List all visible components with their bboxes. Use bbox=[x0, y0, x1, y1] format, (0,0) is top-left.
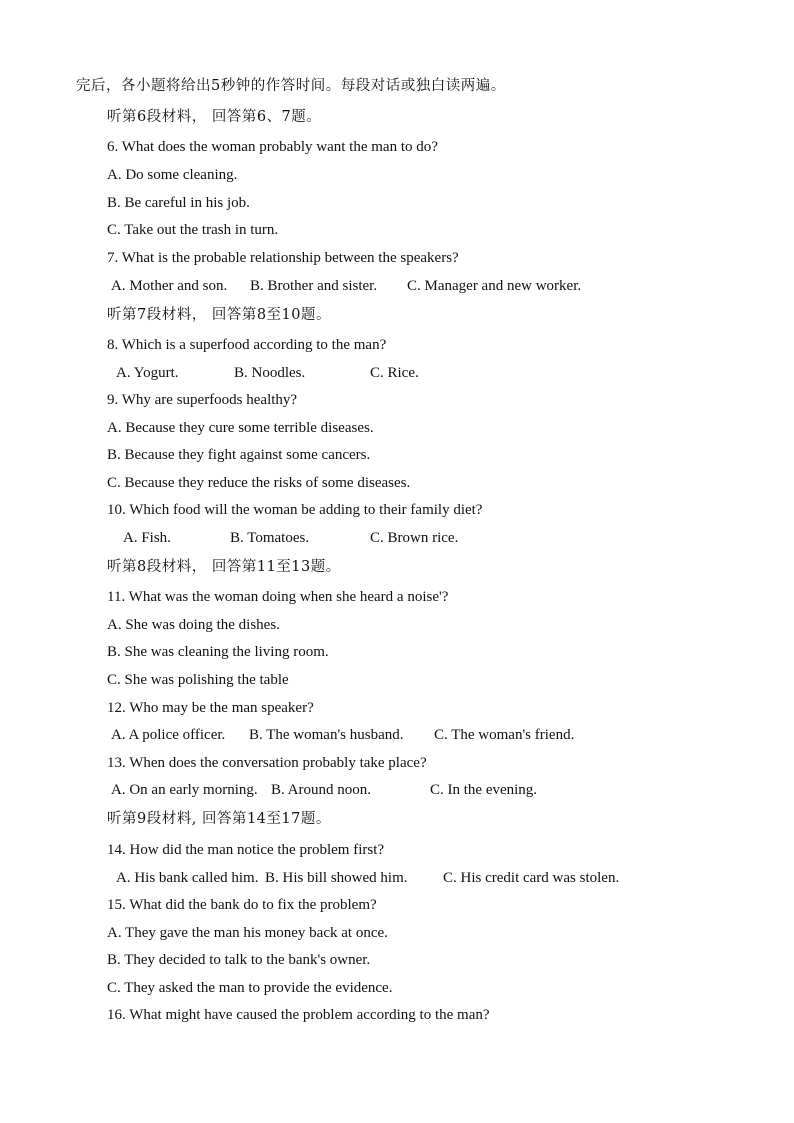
question-text: 10. Which food will the woman be adding to their family diet? bbox=[107, 502, 483, 518]
answer-option: A. She was doing the dishes. bbox=[107, 617, 280, 633]
answer-option: C. His credit card was stolen. bbox=[443, 870, 620, 886]
question-text: 16. What might have caused the problem according to the man? bbox=[107, 1007, 490, 1023]
answer-option: A. A police officer. bbox=[111, 727, 226, 743]
answer-option: B. Tomatoes. bbox=[230, 530, 310, 546]
section-heading: 听第7段材料， 回答第8至10题。 bbox=[107, 307, 332, 323]
question-text: 12. Who may be the man speaker? bbox=[107, 700, 314, 716]
answer-option: B. Because they fight against some cancers. bbox=[107, 447, 371, 463]
section-heading: 听第6段材料， 回答第6、7题。 bbox=[107, 109, 322, 125]
answer-option: A. On an early morning. bbox=[111, 782, 258, 798]
answer-option: B. They decided to talk to the bank's owner. bbox=[107, 952, 371, 968]
question-text: 15. What did the bank do to fix the problem? bbox=[107, 897, 377, 913]
answer-option: C. Because they reduce the risks of some diseases. bbox=[107, 475, 411, 491]
answer-option: A. Because they cure some terrible diseases. bbox=[107, 420, 374, 436]
answer-option: A. Yogurt. bbox=[116, 365, 179, 381]
answer-option: A. Do some cleaning. bbox=[107, 167, 238, 183]
section-heading: 听第8段材料， 回答第11至13题。 bbox=[107, 559, 341, 575]
question-text: 11. What was the woman doing when she heard a noise'? bbox=[107, 589, 449, 605]
answer-option: B. Noodles. bbox=[234, 365, 306, 381]
answer-option: B. She was cleaning the living room. bbox=[107, 644, 329, 660]
answer-option: A. They gave the man his money back at once. bbox=[107, 925, 388, 941]
answer-option: B. The woman's husband. bbox=[249, 727, 404, 743]
answer-option: A. Mother and son. bbox=[111, 278, 228, 294]
answer-option: B. Around noon. bbox=[271, 782, 372, 798]
answer-option: C. She was polishing the table bbox=[107, 672, 289, 688]
answer-option: B. Be careful in his job. bbox=[107, 195, 250, 211]
answer-option: C. Brown rice. bbox=[370, 530, 459, 546]
answer-option: C. Take out the trash in turn. bbox=[107, 222, 279, 238]
answer-option: C. They asked the man to provide the evidence. bbox=[107, 980, 393, 996]
question-text: 13. When does the conversation probably take place? bbox=[107, 755, 427, 771]
answer-option: C. Rice. bbox=[370, 365, 419, 381]
answer-option: B. Brother and sister. bbox=[250, 278, 378, 294]
question-text: 9. Why are superfoods healthy? bbox=[107, 392, 298, 408]
answer-option: C. The woman's friend. bbox=[434, 727, 575, 743]
answer-option: A. Fish. bbox=[123, 530, 171, 546]
question-text: 7. What is the probable relationship between the speakers? bbox=[107, 250, 459, 266]
question-text: 8. Which is a superfood according to the man? bbox=[107, 337, 387, 353]
section-heading: 听第9段材料, 回答第14至17题。 bbox=[107, 811, 331, 827]
answer-option: B. His bill showed him. bbox=[265, 870, 408, 886]
question-text: 14. How did the man notice the problem first? bbox=[107, 842, 385, 858]
question-text: 6. What does the woman probably want the man to do? bbox=[107, 139, 438, 155]
answer-option: C. Manager and new worker. bbox=[407, 278, 582, 294]
answer-option: A. His bank called him. bbox=[116, 870, 259, 886]
instruction-text: 完后，各小题将给出5秒钟的作答时间。每段对话或独白读两遍。 bbox=[76, 78, 506, 94]
answer-option: C. In the evening. bbox=[430, 782, 538, 798]
